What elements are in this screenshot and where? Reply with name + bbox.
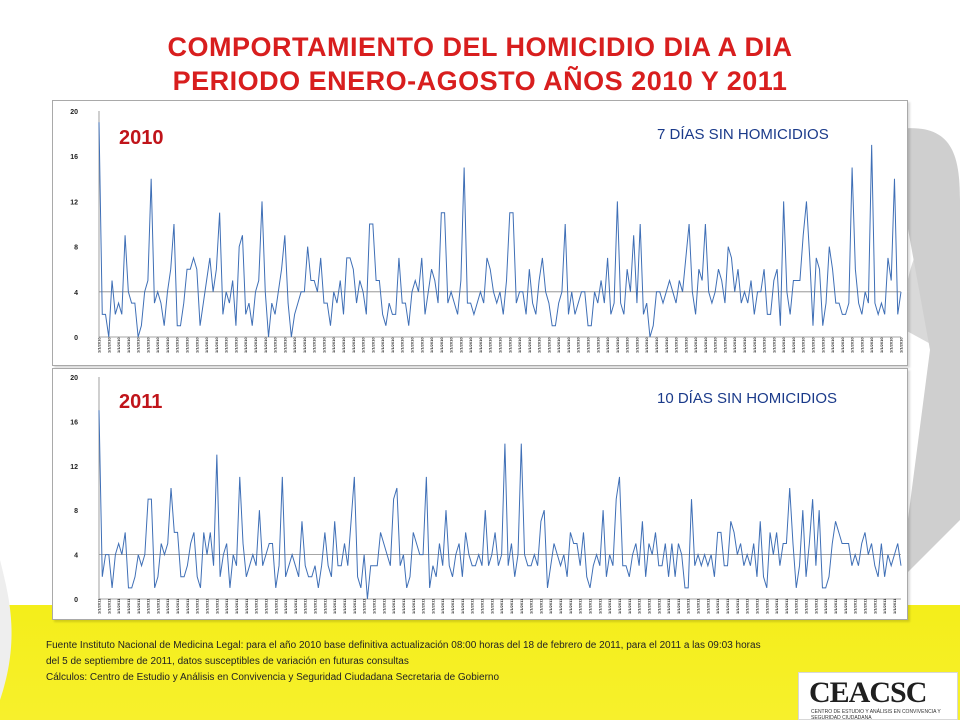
x-tick-label: 1/1/2011 — [636, 598, 642, 614]
x-tick-label: 1/1/2010 — [370, 337, 376, 353]
x-tick-label: 1/1/2010 — [673, 337, 679, 353]
x-tick-label: 1/1/2010 — [184, 337, 190, 353]
x-tick-label: 1/1/2010 — [223, 337, 229, 353]
x-tick-label: 1/1/2011 — [518, 598, 524, 614]
x-tick-label: 1/1/2011 — [214, 598, 220, 614]
chart-panel-2011 — [52, 368, 908, 620]
x-tick-label: 1/1/2011 — [616, 598, 622, 614]
x-tick-label: 1/1/2011 — [538, 598, 544, 614]
x-tick-label: 1/1/2011 — [774, 598, 780, 614]
x-tick-label: 1/1/2011 — [882, 598, 888, 614]
x-tick-label: 1/1/2011 — [764, 598, 770, 614]
x-tick-label: 1/1/2011 — [351, 598, 357, 614]
x-tick-label: 1/1/2011 — [567, 598, 573, 614]
x-tick-label: 1/1/2010 — [399, 337, 405, 353]
x-tick-label: 1/1/2011 — [204, 598, 210, 614]
x-tick-label: 1/1/2010 — [341, 337, 347, 353]
x-tick-label: 1/1/2010 — [487, 337, 493, 353]
x-tick-label: 1/1/2010 — [213, 337, 219, 353]
x-tick-label: 1/1/2011 — [862, 598, 868, 614]
x-tick-label: 1/1/2010 — [536, 337, 542, 353]
x-tick-label: 1/1/2010 — [106, 337, 112, 353]
annotation-2011: 10 DÍAS SIN HOMICIDIOS — [657, 390, 838, 407]
x-tick-label: 1/1/2011 — [233, 598, 239, 614]
x-tick-label: 1/1/2011 — [145, 598, 151, 614]
x-tick-label: 1/1/2011 — [302, 598, 308, 614]
x-tick-label: 1/1/2011 — [450, 598, 456, 614]
x-tick-label: 1/1/2011 — [695, 598, 701, 614]
y-tick-label: 16 — [70, 154, 78, 162]
x-tick-label: 1/1/2011 — [469, 598, 475, 614]
x-tick-label: 1/1/2010 — [419, 337, 425, 353]
x-tick-label: 1/1/2010 — [693, 337, 699, 353]
y-tick-label: 12 — [70, 199, 78, 207]
x-tick-label: 1/1/2011 — [312, 598, 318, 614]
x-tick-label: 1/1/2010 — [233, 337, 239, 353]
x-tick-label: 1/1/2010 — [644, 337, 650, 353]
y-tick-label: 8 — [74, 244, 78, 252]
y-tick-label: 0 — [74, 597, 78, 604]
x-tick-label: 1/1/2010 — [477, 337, 483, 353]
x-tick-label: 1/1/2011 — [263, 598, 269, 614]
x-tick-label: 1/1/2010 — [761, 337, 767, 353]
x-tick-label: 1/1/2011 — [342, 598, 348, 614]
ceacsc-logo — [798, 672, 958, 720]
x-tick-label: 1/1/2011 — [842, 598, 848, 614]
x-tick-label: 1/1/2011 — [499, 598, 505, 614]
x-tick-label: 1/1/2011 — [273, 598, 279, 614]
x-tick-label: 1/1/2010 — [830, 337, 836, 353]
series-label-2010: 2010 — [119, 127, 164, 149]
title-line-1: COMPORTAMIENTO DEL HOMICIDIO DIA A DIA — [167, 32, 793, 62]
x-tick-label: 1/1/2010 — [409, 337, 415, 353]
logo-name: CEACSC — [809, 676, 927, 709]
x-tick-label: 1/1/2010 — [507, 337, 513, 353]
x-tick-label: 1/1/2011 — [165, 598, 171, 614]
x-tick-label: 1/1/2011 — [184, 598, 190, 614]
x-tick-label: 1/1/2011 — [194, 598, 200, 614]
x-tick-label: 1/1/2011 — [96, 598, 102, 614]
x-tick-label: 1/1/2010 — [497, 337, 503, 353]
x-tick-label: 1/1/2010 — [438, 337, 444, 353]
x-tick-label: 1/1/2010 — [360, 337, 366, 353]
x-tick-label: 1/1/2010 — [839, 337, 845, 353]
x-tick-label: 1/1/2010 — [194, 337, 200, 353]
x-tick-label: 1/1/2011 — [283, 598, 289, 614]
x-tick-label: 1/1/2011 — [528, 598, 534, 614]
x-tick-label: 1/1/2010 — [556, 337, 562, 353]
x-tick-label: 1/1/2010 — [771, 337, 777, 353]
x-tick-label: 1/1/2011 — [793, 598, 799, 614]
y-tick-label: 20 — [70, 109, 78, 116]
x-tick-label: 1/1/2011 — [479, 598, 485, 614]
x-tick-label: 1/1/2010 — [429, 337, 435, 353]
x-tick-label: 1/1/2011 — [420, 598, 426, 614]
x-tick-label: 1/1/2011 — [833, 598, 839, 614]
x-tick-label: 1/1/2011 — [754, 598, 760, 614]
x-tick-label: 1/1/2010 — [301, 337, 307, 353]
x-tick-label: 1/1/2010 — [898, 337, 904, 353]
x-tick-label: 1/1/2011 — [587, 598, 593, 614]
x-tick-label: 1/1/2011 — [675, 598, 681, 614]
x-tick-label: 1/1/2010 — [614, 337, 620, 353]
source-footer — [46, 638, 926, 686]
x-tick-label: 1/1/2011 — [243, 598, 249, 614]
x-tick-label: 1/1/2010 — [321, 337, 327, 353]
y-tick-label: 8 — [74, 508, 78, 516]
x-tick-label: 1/1/2011 — [607, 598, 613, 614]
x-tick-label: 1/1/2011 — [734, 598, 740, 614]
x-tick-label: 1/1/2011 — [125, 598, 131, 614]
x-tick-label: 1/1/2011 — [823, 598, 829, 614]
x-tick-label: 1/1/2011 — [783, 598, 789, 614]
x-tick-label: 1/1/2010 — [468, 337, 474, 353]
x-tick-label: 1/1/2011 — [715, 598, 721, 614]
x-tick-label: 1/1/2011 — [626, 598, 632, 614]
x-tick-label: 1/1/2010 — [888, 337, 894, 353]
x-tick-label: 1/1/2010 — [448, 337, 454, 353]
x-tick-label: 1/1/2011 — [891, 598, 897, 614]
footer-line-1: Fuente Instituto Nacional de Medicina Legal: para el año 2010 base definitiva actualización 08:00 horas del 18 de febrero de 2011, para el 2011 a las 09:03 horas — [46, 640, 761, 651]
x-tick-label: 1/1/2010 — [350, 337, 356, 353]
x-tick-label: 1/1/2010 — [262, 337, 268, 353]
x-tick-label: 1/1/2011 — [410, 598, 416, 614]
x-tick-label: 1/1/2010 — [653, 337, 659, 353]
series-line — [99, 122, 901, 337]
x-tick-label: 1/1/2010 — [458, 337, 464, 353]
x-tick-label: 1/1/2010 — [204, 337, 210, 353]
x-tick-label: 1/1/2010 — [781, 337, 787, 353]
x-tick-label: 1/1/2011 — [489, 598, 495, 614]
x-tick-label: 1/1/2010 — [859, 337, 865, 353]
y-tick-label: 4 — [74, 289, 78, 297]
x-tick-label: 1/1/2011 — [440, 598, 446, 614]
x-tick-label: 1/1/2011 — [725, 598, 731, 614]
x-tick-label: 1/1/2010 — [722, 337, 728, 353]
x-tick-label: 1/1/2011 — [430, 598, 436, 614]
x-tick-label: 1/1/2010 — [712, 337, 718, 353]
x-tick-label: 1/1/2010 — [164, 337, 170, 353]
x-tick-label: 1/1/2010 — [311, 337, 317, 353]
footer-line-3: Cálculos: Centro de Estudio y Análisis en Convivencia y Seguridad Ciudadana Secretaria de Gobierno — [46, 672, 500, 683]
x-tick-label: 1/1/2011 — [558, 598, 564, 614]
y-tick-label: 20 — [70, 375, 78, 382]
x-tick-label: 1/1/2010 — [663, 337, 669, 353]
x-tick-label: 1/1/2010 — [96, 337, 102, 353]
x-tick-label: 1/1/2011 — [577, 598, 583, 614]
x-tick-label: 1/1/2010 — [546, 337, 552, 353]
x-tick-label: 1/1/2011 — [508, 598, 514, 614]
x-tick-label: 1/1/2011 — [744, 598, 750, 614]
footer-line-2: del 5 de septiembre de 2011, datos susceptibles de variación en futuras consultas — [46, 656, 409, 667]
x-tick-label: 1/1/2010 — [790, 337, 796, 353]
x-tick-label: 1/1/2010 — [565, 337, 571, 353]
x-tick-label: 1/1/2011 — [803, 598, 809, 614]
x-tick-label: 1/1/2011 — [155, 598, 161, 614]
x-tick-label: 1/1/2011 — [656, 598, 662, 614]
x-tick-label: 1/1/2010 — [282, 337, 288, 353]
x-tick-label: 1/1/2011 — [597, 598, 603, 614]
title-line-2: PERIODO ENERO-AGOSTO AÑOS 2010 Y 2011 — [172, 66, 788, 96]
x-tick-label: 1/1/2011 — [175, 598, 181, 614]
x-tick-label: 1/1/2010 — [820, 337, 826, 353]
x-tick-label: 1/1/2010 — [683, 337, 689, 353]
x-tick-label: 1/1/2010 — [585, 337, 591, 353]
x-tick-label: 1/1/2010 — [174, 337, 180, 353]
x-tick-label: 1/1/2010 — [732, 337, 738, 353]
x-tick-label: 1/1/2010 — [135, 337, 141, 353]
logo-subtitle: CENTRO DE ESTUDIO Y ANÁLISIS EN CONVIVENCIA Y SEGURIDAD CIUDADANA — [811, 709, 941, 721]
x-tick-label: 1/1/2010 — [116, 337, 122, 353]
x-tick-label: 1/1/2010 — [634, 337, 640, 353]
x-tick-label: 1/1/2011 — [646, 598, 652, 614]
x-tick-label: 1/1/2011 — [872, 598, 878, 614]
x-tick-label: 1/1/2011 — [381, 598, 387, 614]
chart-panel-2010 — [52, 100, 908, 366]
x-tick-label: 1/1/2011 — [106, 598, 112, 614]
x-tick-label: 1/1/2011 — [116, 598, 122, 614]
x-tick-label: 1/1/2010 — [595, 337, 601, 353]
x-tick-label: 1/1/2011 — [459, 598, 465, 614]
x-tick-label: 1/1/2011 — [253, 598, 259, 614]
x-tick-label: 1/1/2010 — [878, 337, 884, 353]
x-tick-label: 1/1/2010 — [145, 337, 151, 353]
x-tick-label: 1/1/2010 — [272, 337, 278, 353]
x-tick-label: 1/1/2011 — [371, 598, 377, 614]
x-tick-label: 1/1/2010 — [742, 337, 748, 353]
x-tick-label: 1/1/2010 — [526, 337, 532, 353]
y-tick-label: 4 — [74, 552, 78, 560]
x-tick-label: 1/1/2010 — [331, 337, 337, 353]
x-tick-label: 1/1/2010 — [605, 337, 611, 353]
x-tick-label: 1/1/2011 — [548, 598, 554, 614]
series-line — [99, 410, 901, 599]
x-tick-label: 1/1/2010 — [624, 337, 630, 353]
x-tick-label: 1/1/2010 — [751, 337, 757, 353]
x-tick-label: 1/1/2011 — [292, 598, 298, 614]
x-tick-label: 1/1/2010 — [517, 337, 523, 353]
x-tick-label: 1/1/2010 — [869, 337, 875, 353]
x-tick-label: 1/1/2010 — [810, 337, 816, 353]
annotation-2010: 7 DÍAS SIN HOMICIDIOS — [657, 126, 829, 143]
x-tick-label: 1/1/2010 — [380, 337, 386, 353]
x-tick-label: 1/1/2010 — [243, 337, 249, 353]
x-tick-label: 1/1/2011 — [391, 598, 397, 614]
x-tick-label: 1/1/2010 — [575, 337, 581, 353]
x-tick-label: 1/1/2010 — [702, 337, 708, 353]
x-tick-label: 1/1/2010 — [800, 337, 806, 353]
x-tick-label: 1/1/2011 — [224, 598, 230, 614]
x-tick-label: 1/1/2010 — [849, 337, 855, 353]
x-tick-label: 1/1/2010 — [292, 337, 298, 353]
x-tick-label: 1/1/2010 — [155, 337, 161, 353]
x-tick-label: 1/1/2011 — [361, 598, 367, 614]
x-tick-label: 1/1/2010 — [389, 337, 395, 353]
x-tick-label: 1/1/2011 — [666, 598, 672, 614]
x-tick-label: 1/1/2011 — [852, 598, 858, 614]
x-tick-label: 1/1/2011 — [813, 598, 819, 614]
page-title — [30, 30, 930, 98]
x-tick-label: 1/1/2010 — [252, 337, 258, 353]
series-label-2011: 2011 — [119, 391, 163, 413]
x-tick-label: 1/1/2011 — [322, 598, 328, 614]
y-tick-label: 12 — [70, 463, 78, 471]
x-tick-label: 1/1/2011 — [400, 598, 406, 614]
x-tick-label: 1/1/2011 — [685, 598, 691, 614]
y-tick-label: 0 — [74, 335, 78, 342]
x-tick-label: 1/1/2011 — [135, 598, 141, 614]
x-tick-label: 1/1/2011 — [705, 598, 711, 614]
y-tick-label: 16 — [70, 419, 78, 427]
x-tick-label: 1/1/2011 — [332, 598, 338, 614]
x-tick-label: 1/1/2010 — [125, 337, 131, 353]
